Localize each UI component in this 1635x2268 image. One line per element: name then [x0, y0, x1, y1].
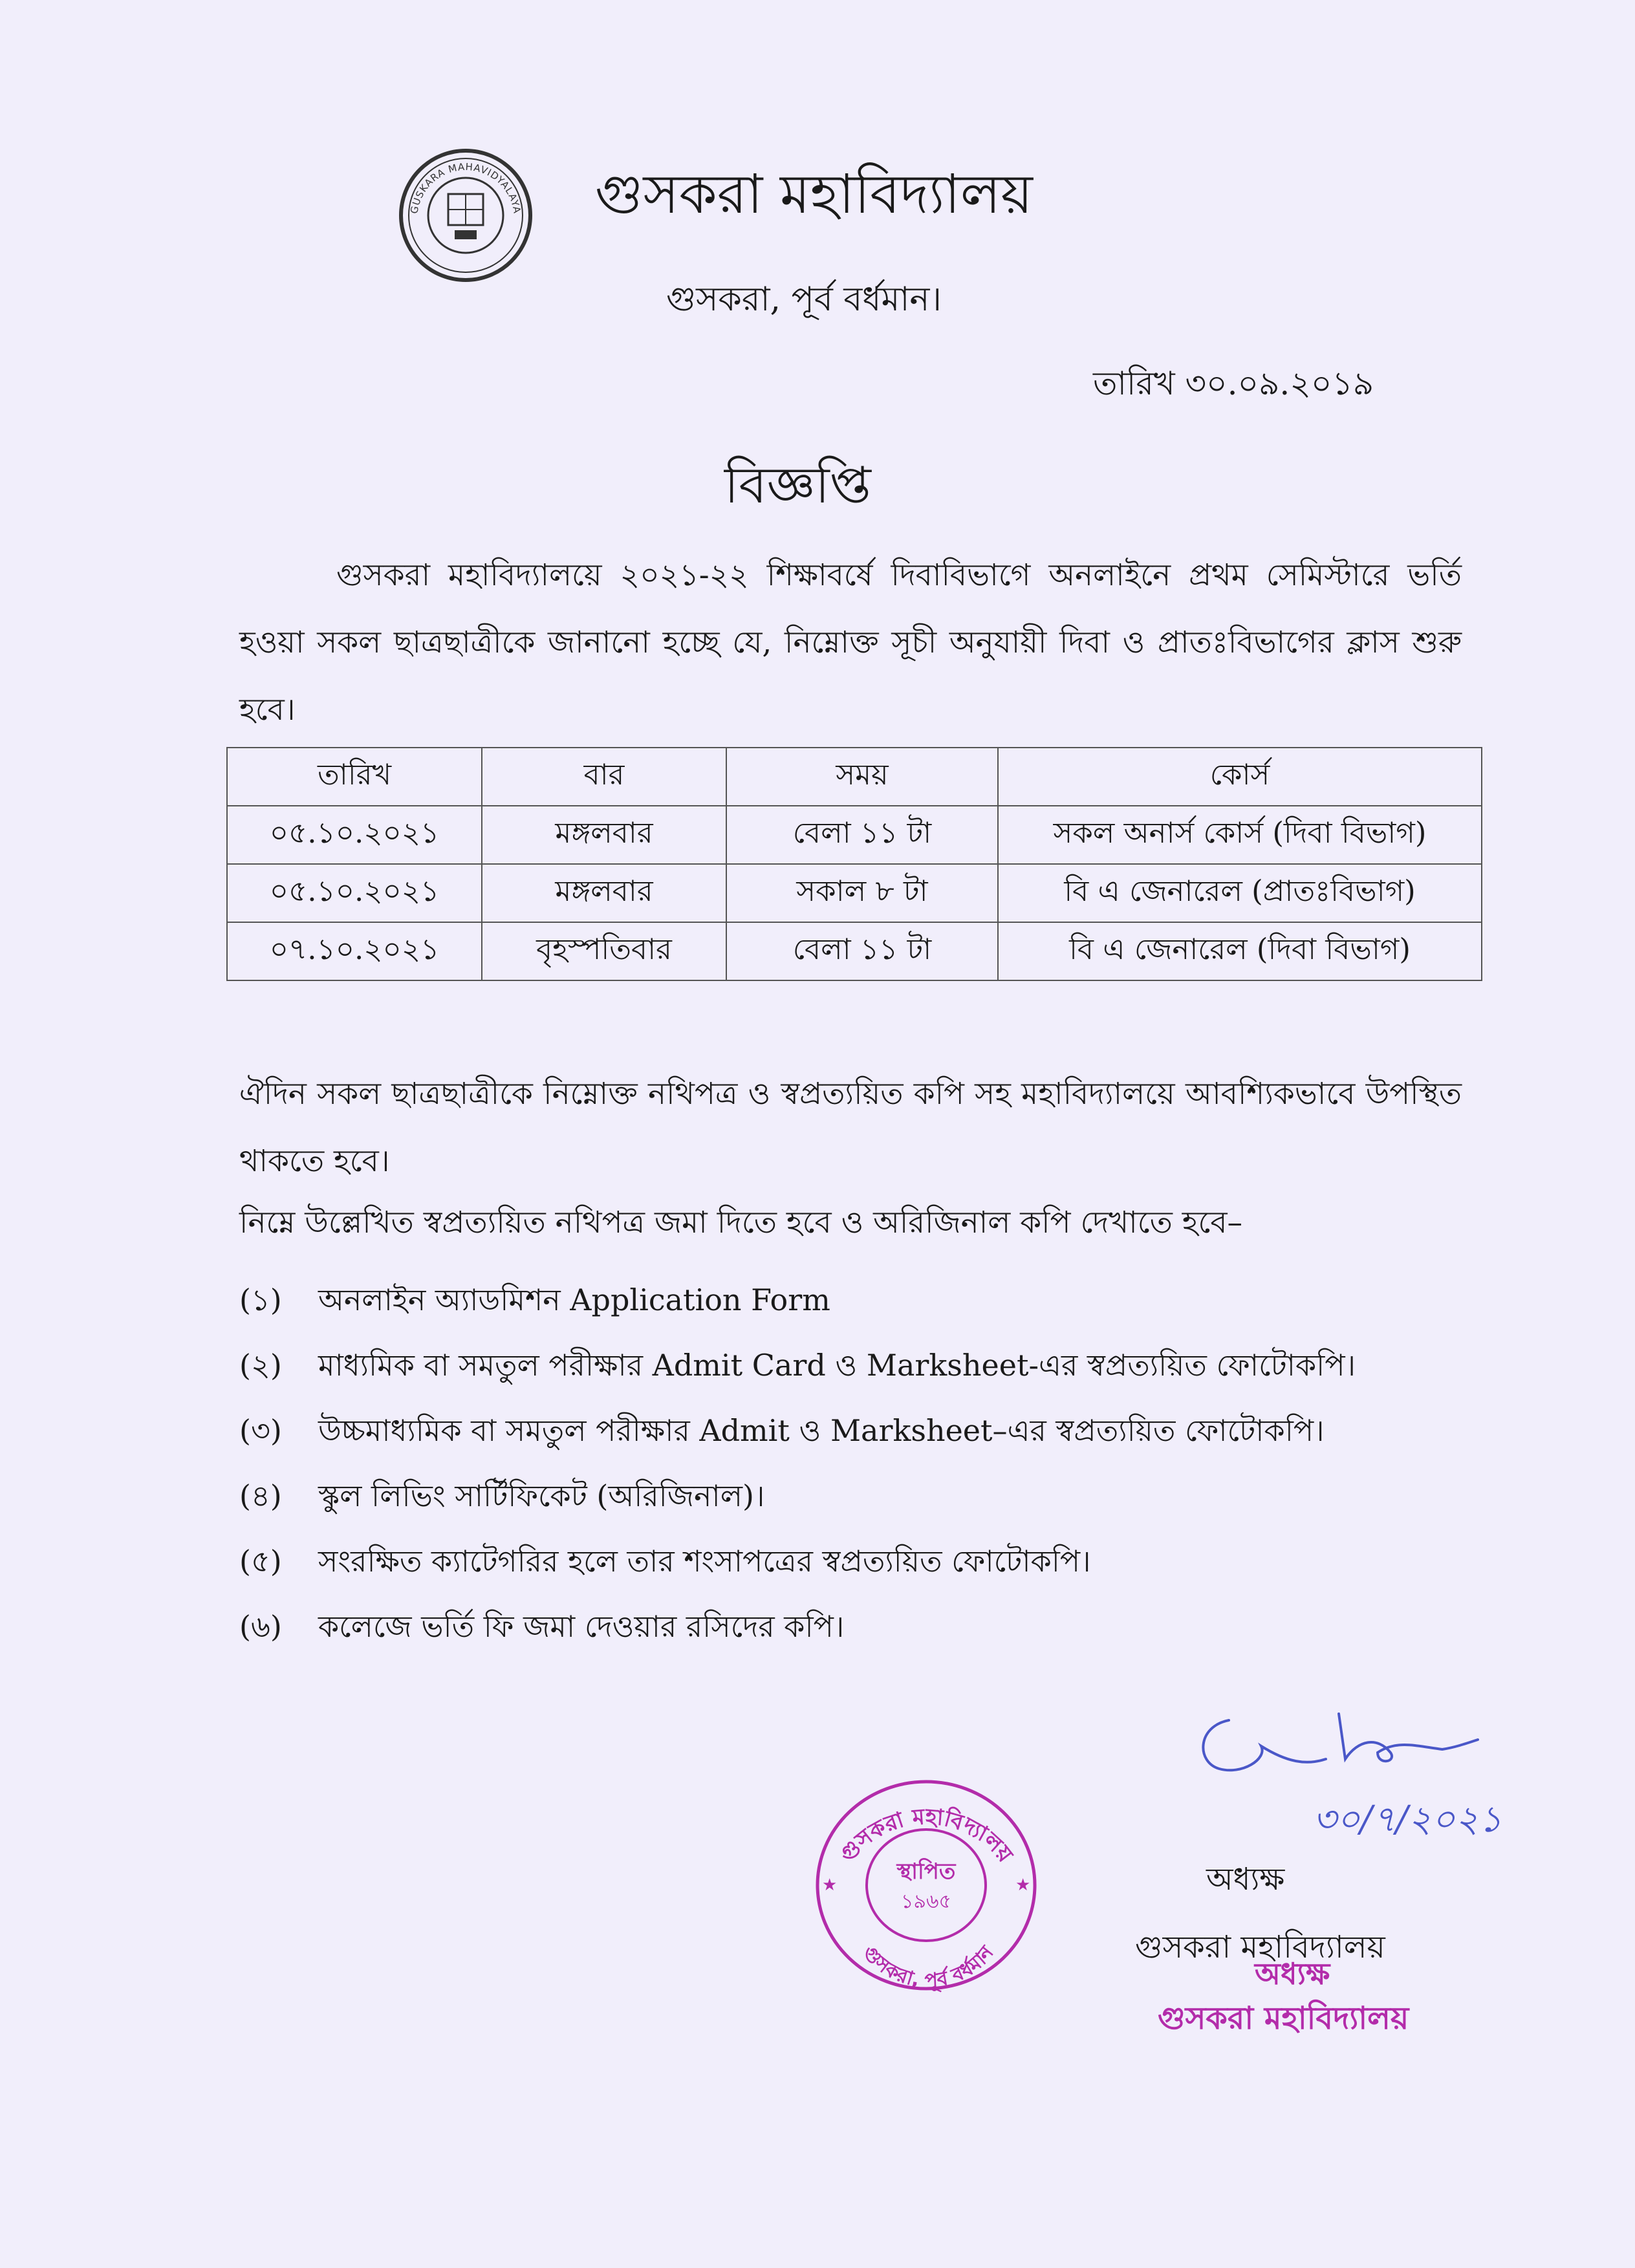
stamp-bottom-text: গুসকরা, পূর্ব বর্ধমান — [858, 1941, 999, 1993]
column-header-date: তারিখ — [227, 748, 482, 806]
college-address: গুসকরা, পূর্ব বর্ধমান। — [666, 280, 942, 319]
cell-course: বি এ জেনারেল (প্রাতঃবিভাগ) — [998, 864, 1482, 922]
table-row — [227, 864, 1482, 922]
cell-date: ০৫.১০.২০২১ — [227, 864, 482, 922]
college-seal-stamp — [812, 1775, 1041, 1995]
star-icon: ★ — [822, 1875, 838, 1895]
stamp-designation: অধ্যক্ষ — [1255, 1956, 1330, 1991]
emblem-text: GUSKARA MAHAVIDYALAYA — [408, 160, 523, 215]
list-item-number: (৫) — [239, 1544, 282, 1579]
list-item-number: (২) — [239, 1348, 282, 1383]
list-item-text: স্কুল লিভিং সার্টিফিকেট (অরিজিনাল)। — [318, 1478, 765, 1513]
list-item-text: মাধ্যমিক বা সমতুল পরীক্ষার Admit Card ও Marksheet-এর স্বপ্রত্যয়িত ফোটোকপি। — [318, 1348, 1356, 1383]
table-row — [227, 806, 1482, 864]
list-item-number: (৩) — [239, 1413, 282, 1448]
star-icon: ★ — [1015, 1875, 1031, 1895]
cell-time: বেলা ১১ টা — [726, 806, 998, 864]
list-item-number: (৪) — [239, 1478, 282, 1513]
stamp-college-name: গুসকরা মহাবিদ্যালয় — [1158, 2000, 1409, 2036]
cell-day: মঙ্গলবার — [482, 806, 726, 864]
list-item-text: কলেজে ভর্তি ফি জমা দেওয়ার রসিদের কপি। — [318, 1609, 845, 1644]
list-item — [239, 1473, 1500, 1539]
table-row — [227, 922, 1482, 980]
column-header-day: বার — [482, 748, 726, 806]
cell-date: ০৫.১০.২০২১ — [227, 806, 482, 864]
list-item — [239, 1604, 1500, 1669]
cell-course: বি এ জেনারেল (দিবা বিভাগ) — [998, 922, 1482, 980]
documents-intro: নিম্নে উল্লেখিত স্বপ্রত্যয়িত নথিপত্র জমা দিতে হবে ও অরিজিনাল কপি দেখাতে হবে– — [239, 1205, 1243, 1240]
cell-time: বেলা ১১ টা — [726, 922, 998, 980]
list-item — [239, 1343, 1500, 1408]
cell-course: সকল অনার্স কোর্স (দিবা বিভাগ) — [998, 806, 1482, 864]
column-header-time: সময় — [726, 748, 998, 806]
attendance-paragraph: ঐদিন সকল ছাত্রছাত্রীকে নিম্নোক্ত নথিপত্র ও স্বপ্রত্যয়িত কপি সহ মহাবিদ্যালয়ে আবশ্যিকভাবে উপস্থিত থাকতে হবে। — [239, 1076, 1462, 1179]
list-item-text: অনলাইন অ্যাডমিশন Application Form — [318, 1282, 830, 1317]
stamp-established-label: স্থাপিত — [896, 1859, 956, 1885]
stamp-year: ১৯৬৫ — [901, 1890, 951, 1913]
college-emblem-icon — [398, 147, 534, 283]
signatory-college: গুসকরা মহাবিদ্যালয় — [1135, 1929, 1385, 1965]
signature-date: ৩০/৭/২০২১ — [1313, 1798, 1502, 1841]
list-item — [239, 1277, 1500, 1343]
principal-designation: অধ্যক্ষ — [1206, 1861, 1285, 1897]
notice-date: তারিখ ৩০.০৯.২০১৯ — [1093, 365, 1374, 402]
document-list — [239, 1277, 1500, 1669]
list-item-text: সংরক্ষিত ক্যাটেগরির হলে তার শংসাপত্রের স্বপ্রত্যয়িত ফোটোকপি। — [318, 1544, 1091, 1579]
class-schedule-table — [226, 747, 1482, 981]
stamp-outer-text: গুসকরা মহাবিদ্যালয় — [834, 1804, 1018, 1868]
notice-title: বিজ্ঞপ্তি — [724, 457, 871, 515]
list-item — [239, 1408, 1500, 1473]
college-name: গুসকরা মহাবিদ্যালয় — [595, 162, 1033, 226]
intro-paragraph: গুসকরা মহাবিদ্যালয়ে ২০২১-২২ শিক্ষাবর্ষে দিবাবিভাগে অনলাইনে প্রথম সেমিস্টারে ভর্তি হওয়া সকল ছাত্রছাত্রীকে জানানো হচ্ছে যে, নিম্নোক্ত সূচী অনুযায়ী দিবা ও প্রাতঃবিভাগের ক্লাস শুরু হবে। — [239, 557, 1462, 728]
table-header-row — [227, 748, 1482, 806]
cell-day: মঙ্গলবার — [482, 864, 726, 922]
list-item-number: (৬) — [239, 1609, 282, 1644]
list-item — [239, 1539, 1500, 1604]
svg-text:গুসকরা, পূর্ব বর্ধমান — [858, 1941, 999, 1993]
cell-date: ০৭.১০.২০২১ — [227, 922, 482, 980]
column-header-course: কোর্স — [998, 748, 1482, 806]
cell-day: বৃহস্পতিবার — [482, 922, 726, 980]
list-item-number: (১) — [239, 1282, 282, 1317]
list-item-text: উচ্চমাধ্যমিক বা সমতুল পরীক্ষার Admit ও Marksheet–এর স্বপ্রত্যয়িত ফোটোকপি। — [318, 1413, 1325, 1448]
cell-time: সকাল ৮ টা — [726, 864, 998, 922]
